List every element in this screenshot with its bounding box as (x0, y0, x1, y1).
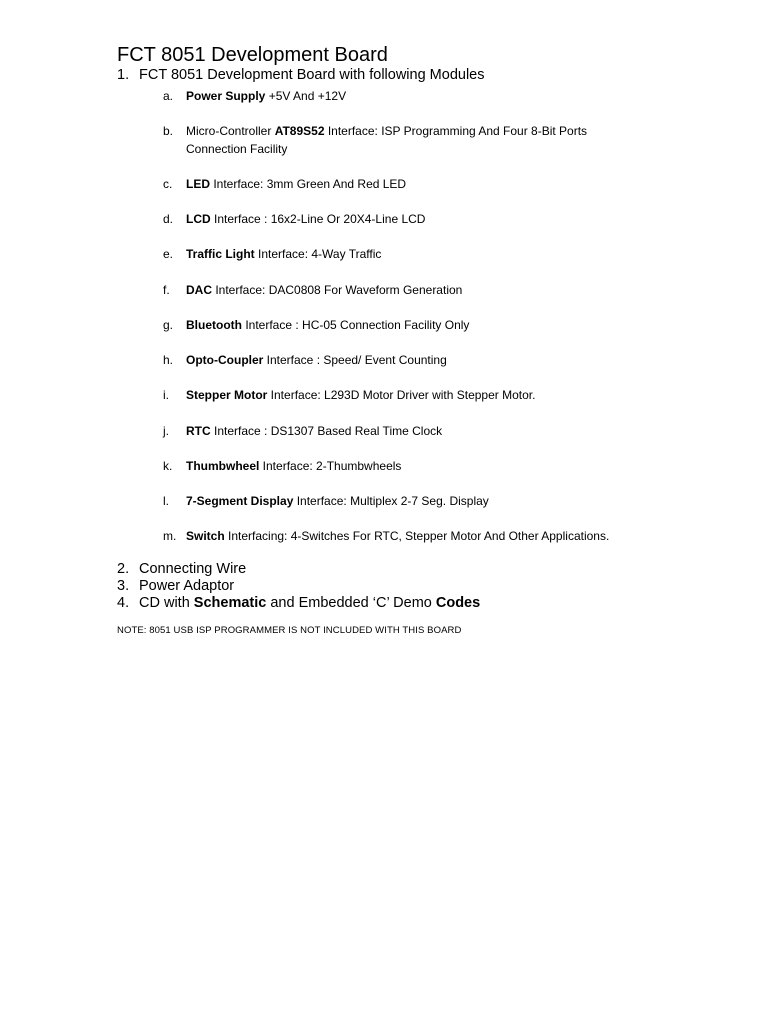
main-item-text: FCT 8051 Development Board with following Modules (139, 67, 485, 83)
module-description: Interface: 3mm Green And Red LED (210, 177, 407, 191)
module-name: Switch (186, 529, 225, 543)
module-name: LED (186, 177, 210, 191)
main-list-item-3 (117, 578, 234, 595)
page-title: FCT 8051 Development Board (117, 44, 388, 66)
module-description: Interface: 4-Way Traffic (254, 247, 382, 261)
module-description: Interface: Multiplex 2-7 Seg. Display (293, 494, 489, 508)
module-letter: k. (163, 459, 173, 473)
module-description: Interface: DAC0808 For Waveform Generation (212, 283, 463, 297)
module-description-continued: Connection Facility (186, 142, 288, 156)
module-letter: m. (163, 529, 177, 543)
module-name: AT89S52 (274, 124, 325, 138)
main-item-text-middle: and Embedded ‘C’ Demo (266, 595, 436, 611)
module-letter: a. (163, 89, 174, 103)
module-letter: f. (163, 283, 170, 297)
module-letter: i. (163, 388, 169, 402)
module-name: Bluetooth (186, 318, 242, 332)
main-item-text-prefix: CD with (139, 595, 194, 611)
module-letter: l. (163, 494, 169, 508)
module-description: Interface : Speed/ Event Counting (263, 353, 447, 367)
main-list-item-1 (117, 67, 485, 84)
module-description: Interface : DS1307 Based Real Time Clock (210, 424, 443, 438)
module-name: Stepper Motor (186, 388, 268, 402)
module-description: Interface : HC-05 Connection Facility Only (242, 318, 470, 332)
main-item-bold-codes: Codes (435, 595, 481, 611)
module-letter: b. (163, 124, 174, 138)
main-item-text: Connecting Wire (139, 561, 247, 577)
module-name: Power Supply (186, 89, 266, 103)
main-item-number: 4. (117, 595, 130, 611)
module-name: LCD (186, 212, 211, 226)
main-item-text: Power Adaptor (139, 578, 235, 594)
main-item-number: 3. (117, 578, 130, 594)
module-description: Interface : 16x2-Line Or 20X4-Line LCD (210, 212, 426, 226)
main-item-number: 2. (117, 561, 130, 577)
module-name: 7-Segment Display (186, 494, 294, 508)
module-letter: e. (163, 247, 174, 261)
module-letter: d. (163, 212, 174, 226)
module-description: Interface: L293D Motor Driver with Stepper Motor. (267, 388, 536, 402)
main-list-item-2 (117, 561, 246, 578)
module-name: RTC (186, 424, 211, 438)
module-name: Thumbwheel (186, 459, 260, 473)
module-name: Opto-Coupler (186, 353, 264, 367)
module-prefix: Micro-Controller (186, 124, 275, 138)
module-letter: g. (163, 318, 174, 332)
module-letter: c. (163, 177, 173, 191)
main-list-item-4 (117, 595, 480, 612)
module-description: Interfacing: 4-Switches For RTC, Stepper Motor And Other Applications. (224, 529, 610, 543)
module-name: DAC (186, 283, 212, 297)
module-description: Interface: 2-Thumbwheels (259, 459, 402, 473)
main-item-number: 1. (117, 67, 130, 83)
module-name: Traffic Light (186, 247, 255, 261)
note-text: NOTE: 8051 USB ISP PROGRAMMER IS NOT INCLUDED WITH THIS BOARD (117, 625, 462, 636)
main-item-bold-schematic: Schematic (193, 595, 267, 611)
module-description: +5V And +12V (265, 89, 347, 103)
module-letter: h. (163, 353, 174, 367)
module-description: Interface: ISP Programming And Four 8-Bit Ports (324, 124, 588, 138)
module-letter: j. (163, 424, 169, 438)
